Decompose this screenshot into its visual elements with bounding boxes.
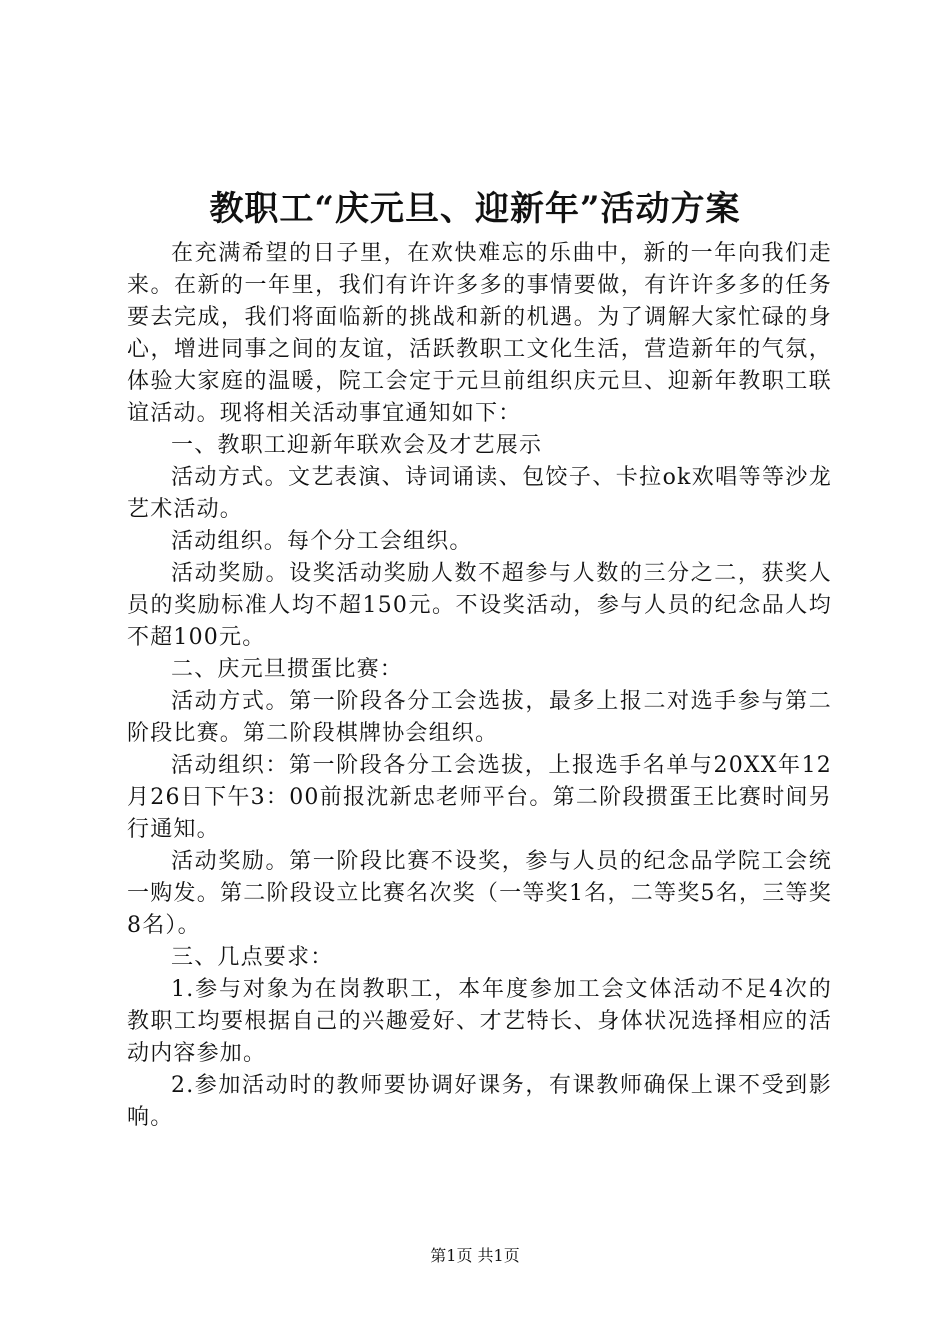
paragraph-1-method: 活动方式。文艺表演、诗词诵读、包饺子、卡拉ok欢唱等等沙龙艺术活动。 (127, 465, 832, 522)
section-heading-2: 二、庆元旦掼蛋比赛： (171, 657, 404, 682)
paragraph-1-organization: 活动组织。每个分工会组织。 (171, 529, 473, 554)
page-number-footer: 第1页 共1页 (430, 1246, 520, 1265)
paragraph-2-method: 活动方式。第一阶段各分工会选拔，最多上报二对选手参与第二阶段比赛。第二阶段棋牌协会组织。 (127, 689, 832, 746)
paragraph-2-organization: 活动组织：第一阶段各分工会选拔，上报选手名单与20XX年12月26日下午3：00前报沈新忠老师平台。第二阶段掼蛋王比赛时间另行通知。 (127, 753, 832, 842)
paragraph-1-reward: 活动奖励。设奖活动奖励人数不超参与人数的三分之二，获奖人员的奖励标准人均不超150元。不设奖活动，参与人员的纪念品人均不超100元。 (127, 561, 832, 650)
section-heading-1: 一、教职工迎新年联欢会及才艺展示 (171, 433, 543, 458)
paragraph-intro: 在充满希望的日子里，在欢快难忘的乐曲中，新的一年向我们走来。在新的一年里，我们有许许多多的事情要做，有许许多多的任务要去完成，我们将面临新的挑战和新的机遇。为了调解大家忙碌的身心，增进同事之间的友谊，活跃教职工文化生活，营造新年的气氛，体验大家庭的温暖，院工会定于元旦前组织庆元旦、迎新年教职工联谊活动。现将相关活动事宜通知如下： (127, 241, 832, 426)
paragraph-2-reward: 活动奖励。第一阶段比赛不设奖，参与人员的纪念品学院工会统一购发。第二阶段设立比赛名次奖（一等奖1名，二等奖5名，三等奖8名）。 (127, 849, 832, 938)
section-heading-3: 三、几点要求： (171, 945, 334, 970)
requirement-2: 2.参加活动时的教师要协调好课务，有课教师确保上课不受到影响。 (127, 1073, 832, 1130)
document-body (127, 238, 832, 1134)
requirement-1: 1.参与对象为在岗教职工，本年度参加工会文体活动不足4次的教职工均要根据自己的兴趣爱好、才艺特长、身体状况选择相应的活动内容参加。 (127, 977, 832, 1066)
document-title: 教职工“庆元旦、迎新年”活动方案 (209, 189, 741, 229)
